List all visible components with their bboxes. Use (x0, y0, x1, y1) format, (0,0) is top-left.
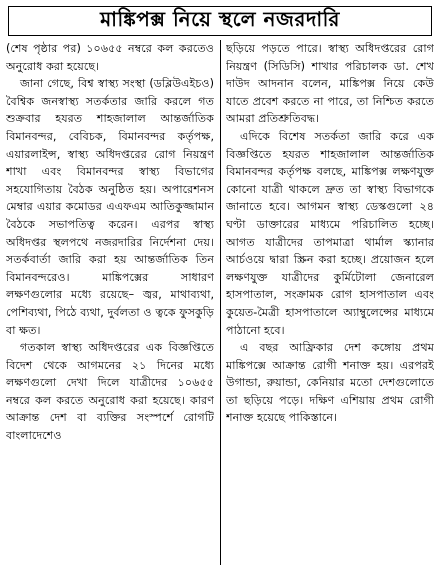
paragraph: এ বছর আফ্রিকার দেশ কঙ্গোয় প্রথম মাঙ্কিপক্সে আক্রান্ত রোগী শনাক্ত হয়। এরপরই উগান্ডা, রুয়ান্ডা, কেনিয়ার মতো দেশগুলোতে তা ছড়িয়ে পড়ে। দক্ষিণ এশিয়ায় প্রথম রোগী শনাক্ত হয়েছে পাকিস্তানে। (226, 341, 434, 425)
paragraph: (শেষ পৃষ্ঠার পর) ১০৬৫৫ নম্বরে কল করতেও অনুরোধ করা হয়েছে। (6, 42, 214, 73)
paragraph: জানা গেছে, বিশ্ব স্বাস্থ্য সংস্থা (ডব্লিউএইচও) বৈশ্বিক জনস্বাস্থ্য সতর্কতার জারি করলে গত শুক্রবার হযরত শাহজালাল আন্তর্জাতিক বিমানবন্দর, বেবিচক, বিমানবন্দর কর্তৃপক্ষ, এয়ারলাইন্স, স্বাস্থ্য অধিদপ্তরের রোগ নিয়ন্ত্রণ শাখা এবং বিমানবন্দর স্বাস্থ্য বিভাগের সহযোগিতায় বৈঠক অনুষ্ঠিত হয়। অপারেশনস মেম্বার এয়ার কমোডর এএফএম আতিকুজ্জামান বৈঠকে সভাপতিত্ব করেন। এরপর স্বাস্থ্য অধিদপ্তর স্থলপথে নজরদারির নির্দেশনা দেয়। সতর্কবার্তা জারি করা হয় আন্তর্জাতিক তিন বিমানবন্দরেও। মাঙ্কিপক্সের সাধারণ লক্ষণগুলোর মধ্যে রয়েছে– জ্বর, মাথাব্যথা, পেশিব্যথা, পিঠে ব্যথা, দুর্বলতা ও ত্বকে ফুসকুড়ি বা ক্ষত। (6, 77, 214, 337)
article-body (6, 40, 434, 565)
left-column (6, 40, 214, 565)
headline: মাঙ্কিপক্স নিয়ে স্থলে নজরদারি (8, 6, 432, 36)
paragraph: এদিকে বিশেষ সতর্কতা জারি করে এক বিজ্ঞপ্তিতে হযরত শাহজালাল আন্তর্জাতিক বিমানবন্দর কর্তৃপক্ষ বলছে, মাঙ্কিপক্স লক্ষণযুক্ত কোনো যাত্রী থাকলে দ্রুত তা স্বাস্থ্য বিভাগকে জানাতে হবে। আগমন স্বাস্থ্য ডেস্কগুলো ২৪ ঘণ্টা ডাক্তারের মাধ্যমে পরিচালিত হচ্ছে। আগত যাত্রীদের তাপমাত্রা থার্মাল স্ক্যানার আর্চওয়ে দ্বারা স্ক্রিন করা হচ্ছে। প্রয়োজন হলে লক্ষণযুক্ত যাত্রীদের কুর্মিটোলা জেনারেল হাসপাতাল, সংক্রামক রোগ হাসপাতাল এবং কুয়েত-মৈত্রী হাসপাতালে অ্যাম্বুলেন্সের মাধ্যমে পাঠানো হবে। (226, 129, 434, 337)
paragraph: ছড়িয়ে পড়তে পারে। স্বাস্থ্য অধিদপ্তরের রোগ নিয়ন্ত্রণ (সিডিসি) শাখার পরিচালক ডা. শেখ দাউদ আদনান বলেন, মাঙ্কিপক্স নিয়ে কেউ যাতে প্রবেশ করতে না পারে, তা নিশ্চিত করতে আমরা প্রতিশ্রুতিবদ্ধ। (226, 42, 434, 126)
column-divider (220, 40, 221, 565)
paragraph: গতকাল স্বাস্থ্য অধিদপ্তরের এক বিজ্ঞপ্তিতে বিদেশ থেকে আগমনের ২১ দিনের মধ্যে লক্ষণগুলো দেখা দিলে যাত্রীদের ১০৬৫৫ নম্বরে কল করতে অনুরোধ করা হয়েছে। কারণ আক্রান্ত দেশ বা ব্যক্তির সংস্পর্শে রোগটি বাংলাদেশেও (6, 341, 214, 443)
right-column (226, 40, 434, 565)
